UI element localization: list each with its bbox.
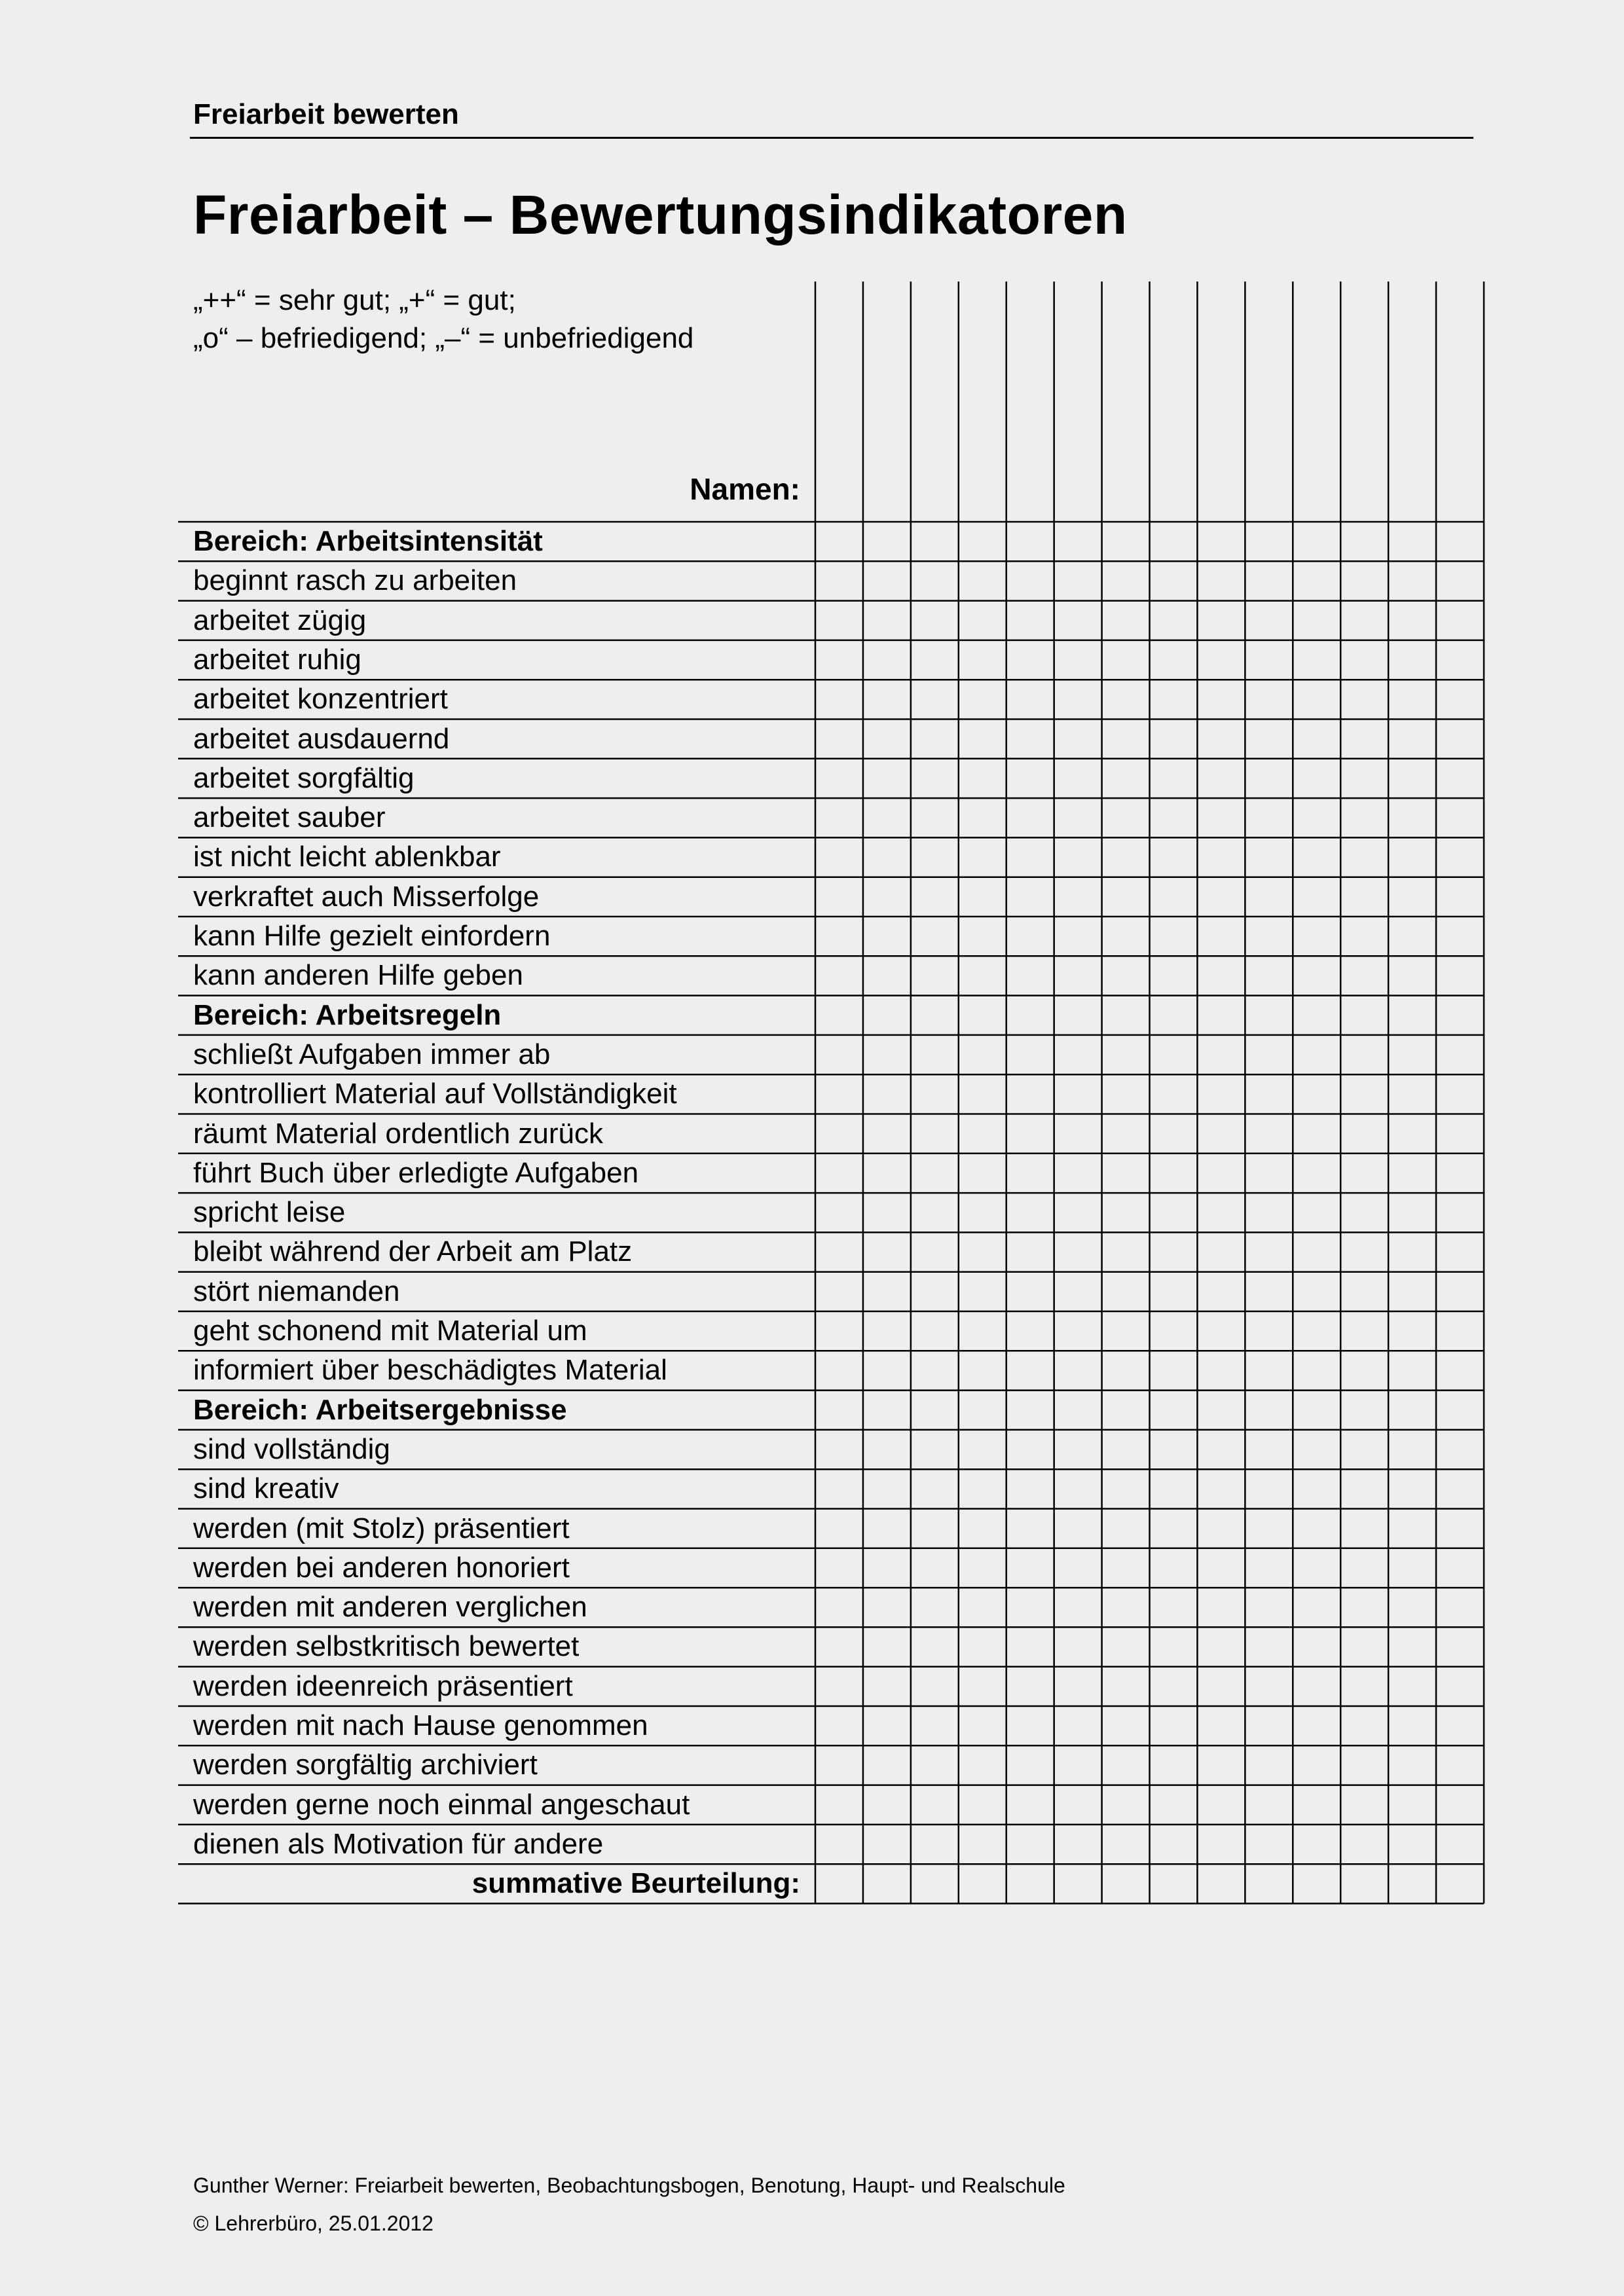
criterion-label: geht schonend mit Material um [193, 1315, 587, 1347]
criterion-label: beginnt rasch zu arbeiten [193, 564, 517, 597]
legend-line-2: „o“ – befriedigend; „–“ = unbefriedigend [193, 322, 694, 354]
criterion-label: arbeitet konzentriert [193, 683, 448, 716]
criterion-label: kann anderen Hilfe geben [193, 959, 523, 992]
header-divider [190, 137, 1473, 139]
criterion-label: werden gerne noch einmal angeschaut [193, 1788, 690, 1821]
criterion-label: sind vollständig [193, 1432, 390, 1465]
criterion-label: arbeitet ruhig [193, 643, 361, 676]
running-title: Freiarbeit bewerten [193, 98, 459, 130]
criterion-label: arbeitet sauber [193, 801, 386, 834]
names-header-label: Namen: [690, 472, 800, 506]
criterion-label: sind kreativ [193, 1472, 339, 1505]
legend-line-1: „++“ = sehr gut; „+“ = gut; [193, 284, 516, 316]
criterion-label: verkraftet auch Misserfolge [193, 880, 540, 913]
criterion-label: arbeitet zügig [193, 604, 367, 636]
criterion-label: kann Hilfe gezielt einfordern [193, 920, 551, 952]
criterion-label: werden bei anderen honoriert [193, 1551, 570, 1584]
criterion-label: schließt Aufgaben immer ab [193, 1038, 551, 1070]
criterion-label: ist nicht leicht ablenkbar [193, 841, 501, 873]
rating-legend [193, 282, 693, 357]
footer-copyright: © Lehrerbüro, 25.01.2012 [193, 2212, 434, 2235]
criterion-label: werden sorgfältig archiviert [193, 1749, 538, 1781]
criterion-label: bleibt während der Arbeit am Platz [193, 1235, 633, 1268]
footer-source: Gunther Werner: Freiarbeit bewerten, Beobachtungsbogen, Benotung, Haupt- und Realschule [193, 2174, 1065, 2197]
section-heading: Bereich: Arbeitsregeln [193, 998, 502, 1031]
criterion-label: werden mit nach Hause genommen [193, 1709, 648, 1741]
criterion-label: führt Buch über erledigte Aufgaben [193, 1156, 639, 1189]
criterion-label: kontrolliert Material auf Vollständigkeit [193, 1078, 677, 1110]
criterion-label: stört niemanden [193, 1275, 400, 1307]
criterion-label: dienen als Motivation für andere [193, 1827, 604, 1860]
criterion-label: werden selbstkritisch bewertet [193, 1630, 580, 1663]
page-title: Freiarbeit – Bewertungsindikatoren [193, 184, 1128, 246]
criterion-label: informiert über beschädigtes Material [193, 1354, 667, 1387]
section-heading: Bereich: Arbeitsergebnisse [193, 1393, 567, 1426]
criterion-label: spricht leise [193, 1196, 346, 1229]
summary-label: summative Beurteilung: [471, 1867, 800, 1900]
section-heading: Bereich: Arbeitsintensität [193, 525, 543, 557]
criterion-label: werden ideenreich präsentiert [193, 1669, 573, 1702]
criterion-label: arbeitet sorgfältig [193, 761, 415, 794]
criterion-label: werden mit anderen verglichen [193, 1591, 587, 1624]
criterion-label: arbeitet ausdauernd [193, 722, 450, 755]
criterion-label: räumt Material ordentlich zurück [193, 1117, 604, 1150]
criterion-label: werden (mit Stolz) präsentiert [193, 1512, 570, 1544]
